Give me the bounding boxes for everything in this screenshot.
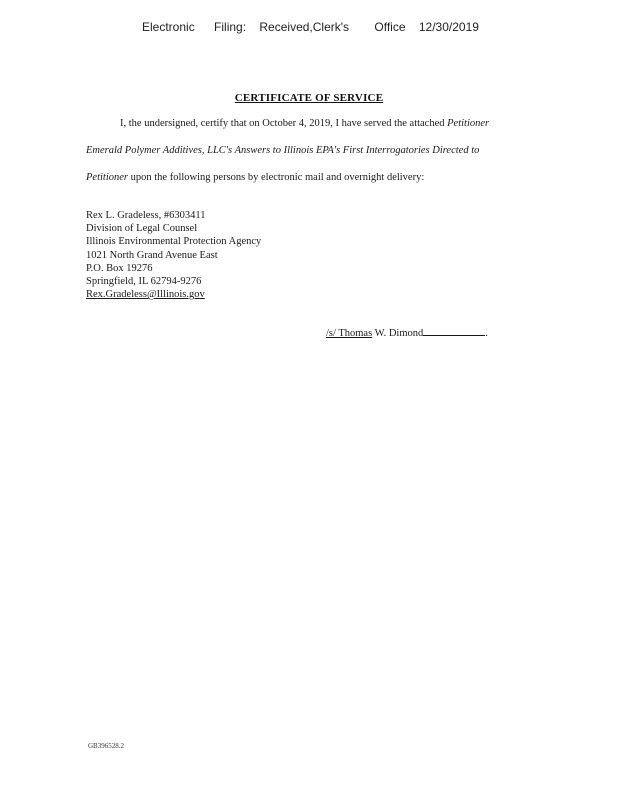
stamp-word-electronic: Electronic (142, 20, 195, 34)
body-line-2-italic: Emerald Polymer Additives, LLC's Answers to Illinois EPA's First Interrogatories Directed to (86, 145, 480, 156)
signature-line (326, 326, 488, 339)
title-text: CERTIFICATE OF SERVICE (234, 92, 384, 104)
recipient-agency: Illinois Environmental Protection Agency (86, 236, 262, 248)
stamp-date: 12/30/2019 (418, 20, 479, 34)
body-line-2 (86, 145, 546, 156)
service-address-block (86, 209, 261, 301)
body-line-1-text: I, the undersigned, certify that on October 4, 2019, I have served the attached (120, 118, 448, 129)
signature-underline (423, 326, 485, 336)
document-title (0, 92, 618, 104)
signature-prefix: /s/ Thomas (326, 328, 373, 339)
signature-name: W. Dimond (372, 328, 424, 339)
recipient-division: Division of Legal Counsel (86, 223, 198, 235)
body-line-3 (86, 172, 546, 183)
body-line-1 (86, 118, 546, 129)
recipient-street: 1021 North Grand Avenue East (86, 249, 218, 261)
signature-suffix: . (485, 328, 488, 339)
stamp-word-office: Office (374, 20, 406, 34)
electronic-filing-stamp (142, 20, 479, 34)
stamp-word-received: Received,Clerk's (259, 20, 350, 34)
recipient-city: Springfield, IL 62794-9276 (86, 276, 202, 288)
body-line-1-italic: Petitioner (447, 118, 490, 129)
body-line-3-text: upon the following persons by electronic mail and overnight delivery: (128, 172, 425, 183)
document-id: GB396528.2 (88, 742, 124, 750)
stamp-word-filing: Filing: (214, 20, 247, 34)
recipient-po-box: P.O. Box 19276 (86, 262, 153, 274)
recipient-name: Rex L. Gradeless, #6303411 (86, 210, 206, 221)
recipient-email-link[interactable]: Rex.Gradeless@Illinois.gov (86, 289, 205, 301)
body-line-3-italic: Petitioner (86, 172, 128, 183)
